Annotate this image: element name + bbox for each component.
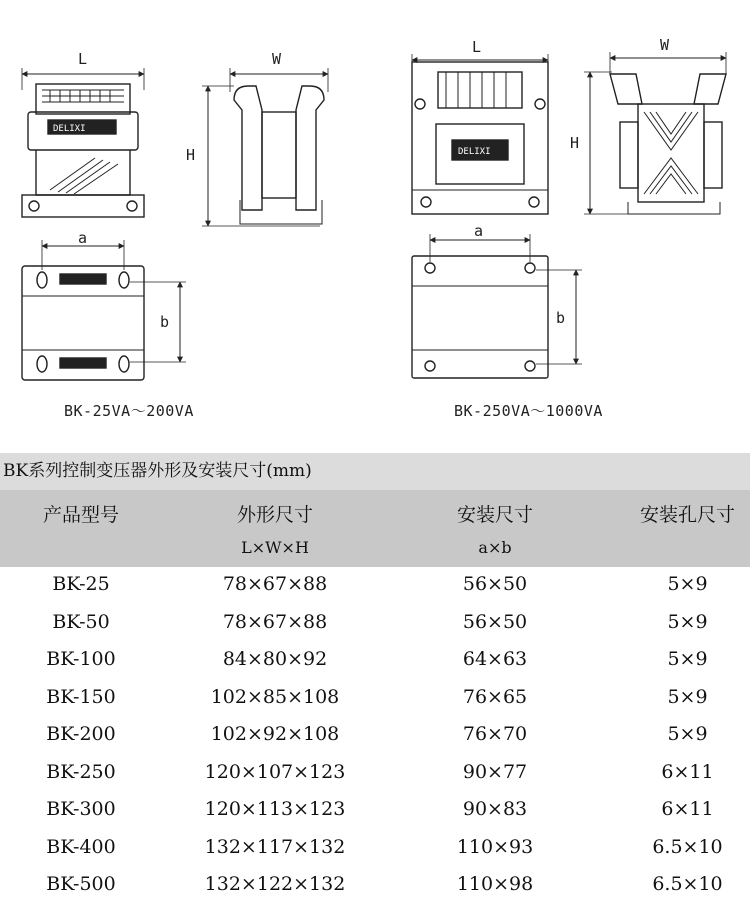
dim-H-left: H xyxy=(186,146,196,164)
cell-model: BK-200 xyxy=(46,723,116,745)
subheader-mounting-size: a×b xyxy=(478,538,512,557)
cell-mounting-size: 64×63 xyxy=(462,648,528,670)
table-row xyxy=(0,567,750,605)
table-body xyxy=(0,567,750,905)
cell-model: BK-300 xyxy=(46,798,116,820)
subheader-outline-size: L×W×H xyxy=(241,538,309,557)
table-row xyxy=(0,642,750,680)
cell-outline-size: 120×107×123 xyxy=(204,760,346,783)
caption-small-series: BK-25VA～200VA xyxy=(64,402,194,420)
cell-model: BK-250 xyxy=(46,760,116,783)
header-model: 产品型号 xyxy=(42,504,119,526)
cell-mounting-size: 76×65 xyxy=(462,685,528,708)
cell-hole-size: 5×9 xyxy=(667,648,708,670)
cell-hole-size: 5×9 xyxy=(667,573,708,595)
cell-model: BK-500 xyxy=(46,873,116,895)
small-transformer-front-view xyxy=(22,50,144,217)
table-row xyxy=(0,867,750,905)
cell-model: BK-400 xyxy=(46,835,116,858)
brand-mark-left: DELIXI xyxy=(53,124,86,134)
large-transformer-side-view xyxy=(570,36,726,214)
cell-mounting-size: 56×50 xyxy=(462,610,528,633)
dim-W-left: W xyxy=(272,50,282,68)
dim-L-right: L xyxy=(472,38,482,56)
large-transformer-front-view xyxy=(412,38,548,214)
cell-outline-size: 78×67×88 xyxy=(222,610,328,633)
cell-hole-size: 6.5×10 xyxy=(652,873,723,895)
cell-outline-size: 84×80×92 xyxy=(222,648,328,670)
header-mounting-size: 安装尺寸 xyxy=(456,504,533,526)
cell-mounting-size: 90×83 xyxy=(462,798,528,820)
table-row xyxy=(0,755,750,793)
large-transformer-bottom-view xyxy=(412,222,582,378)
dim-L-left: L xyxy=(78,50,88,68)
cell-hole-size: 5×9 xyxy=(667,610,708,633)
table-row xyxy=(0,830,750,868)
cell-model: BK-25 xyxy=(52,573,110,595)
cell-hole-size: 6×11 xyxy=(661,760,714,783)
cell-mounting-size: 76×70 xyxy=(462,723,528,745)
header-outline-size: 外形尺寸 xyxy=(236,504,313,526)
header-hole-size: 安装孔尺寸 xyxy=(639,504,735,526)
cell-mounting-size: 110×98 xyxy=(456,873,534,895)
dim-H-right: H xyxy=(570,134,580,152)
cell-model: BK-100 xyxy=(46,648,116,670)
cell-outline-size: 102×92×108 xyxy=(210,723,340,745)
dim-b-left: b xyxy=(160,313,170,331)
dim-a-left: a xyxy=(78,229,88,247)
dimension-drawings xyxy=(0,0,750,440)
table-header xyxy=(0,490,750,567)
cell-outline-size: 78×67×88 xyxy=(222,573,328,595)
table-row xyxy=(0,605,750,643)
dim-a-right: a xyxy=(474,222,484,240)
cell-hole-size: 5×9 xyxy=(667,685,708,708)
cell-hole-size: 6.5×10 xyxy=(652,835,723,858)
small-transformer-side-view xyxy=(186,50,328,226)
cell-mounting-size: 90×77 xyxy=(462,760,528,783)
cell-mounting-size: 56×50 xyxy=(462,573,528,595)
cell-outline-size: 132×122×132 xyxy=(204,873,346,895)
table-row xyxy=(0,792,750,830)
table-row xyxy=(0,680,750,718)
brand-mark-right: DELIXI xyxy=(458,147,491,157)
small-transformer-bottom-view xyxy=(22,229,186,380)
cell-outline-size: 120×113×123 xyxy=(204,798,346,820)
dim-W-right: W xyxy=(660,36,670,54)
cell-hole-size: 6×11 xyxy=(661,798,714,820)
cell-outline-size: 102×85×108 xyxy=(210,685,340,708)
cell-model: BK-150 xyxy=(46,685,116,708)
caption-large-series: BK-250VA～1000VA xyxy=(454,402,603,420)
table-title: BK系列控制变压器外形及安装尺寸(mm) xyxy=(0,453,750,490)
table-row xyxy=(0,717,750,755)
dim-b-right: b xyxy=(556,309,566,327)
cell-model: BK-50 xyxy=(52,610,110,633)
cell-outline-size: 132×117×132 xyxy=(204,835,346,858)
cell-hole-size: 5×9 xyxy=(667,723,708,745)
cell-mounting-size: 110×93 xyxy=(456,835,534,858)
